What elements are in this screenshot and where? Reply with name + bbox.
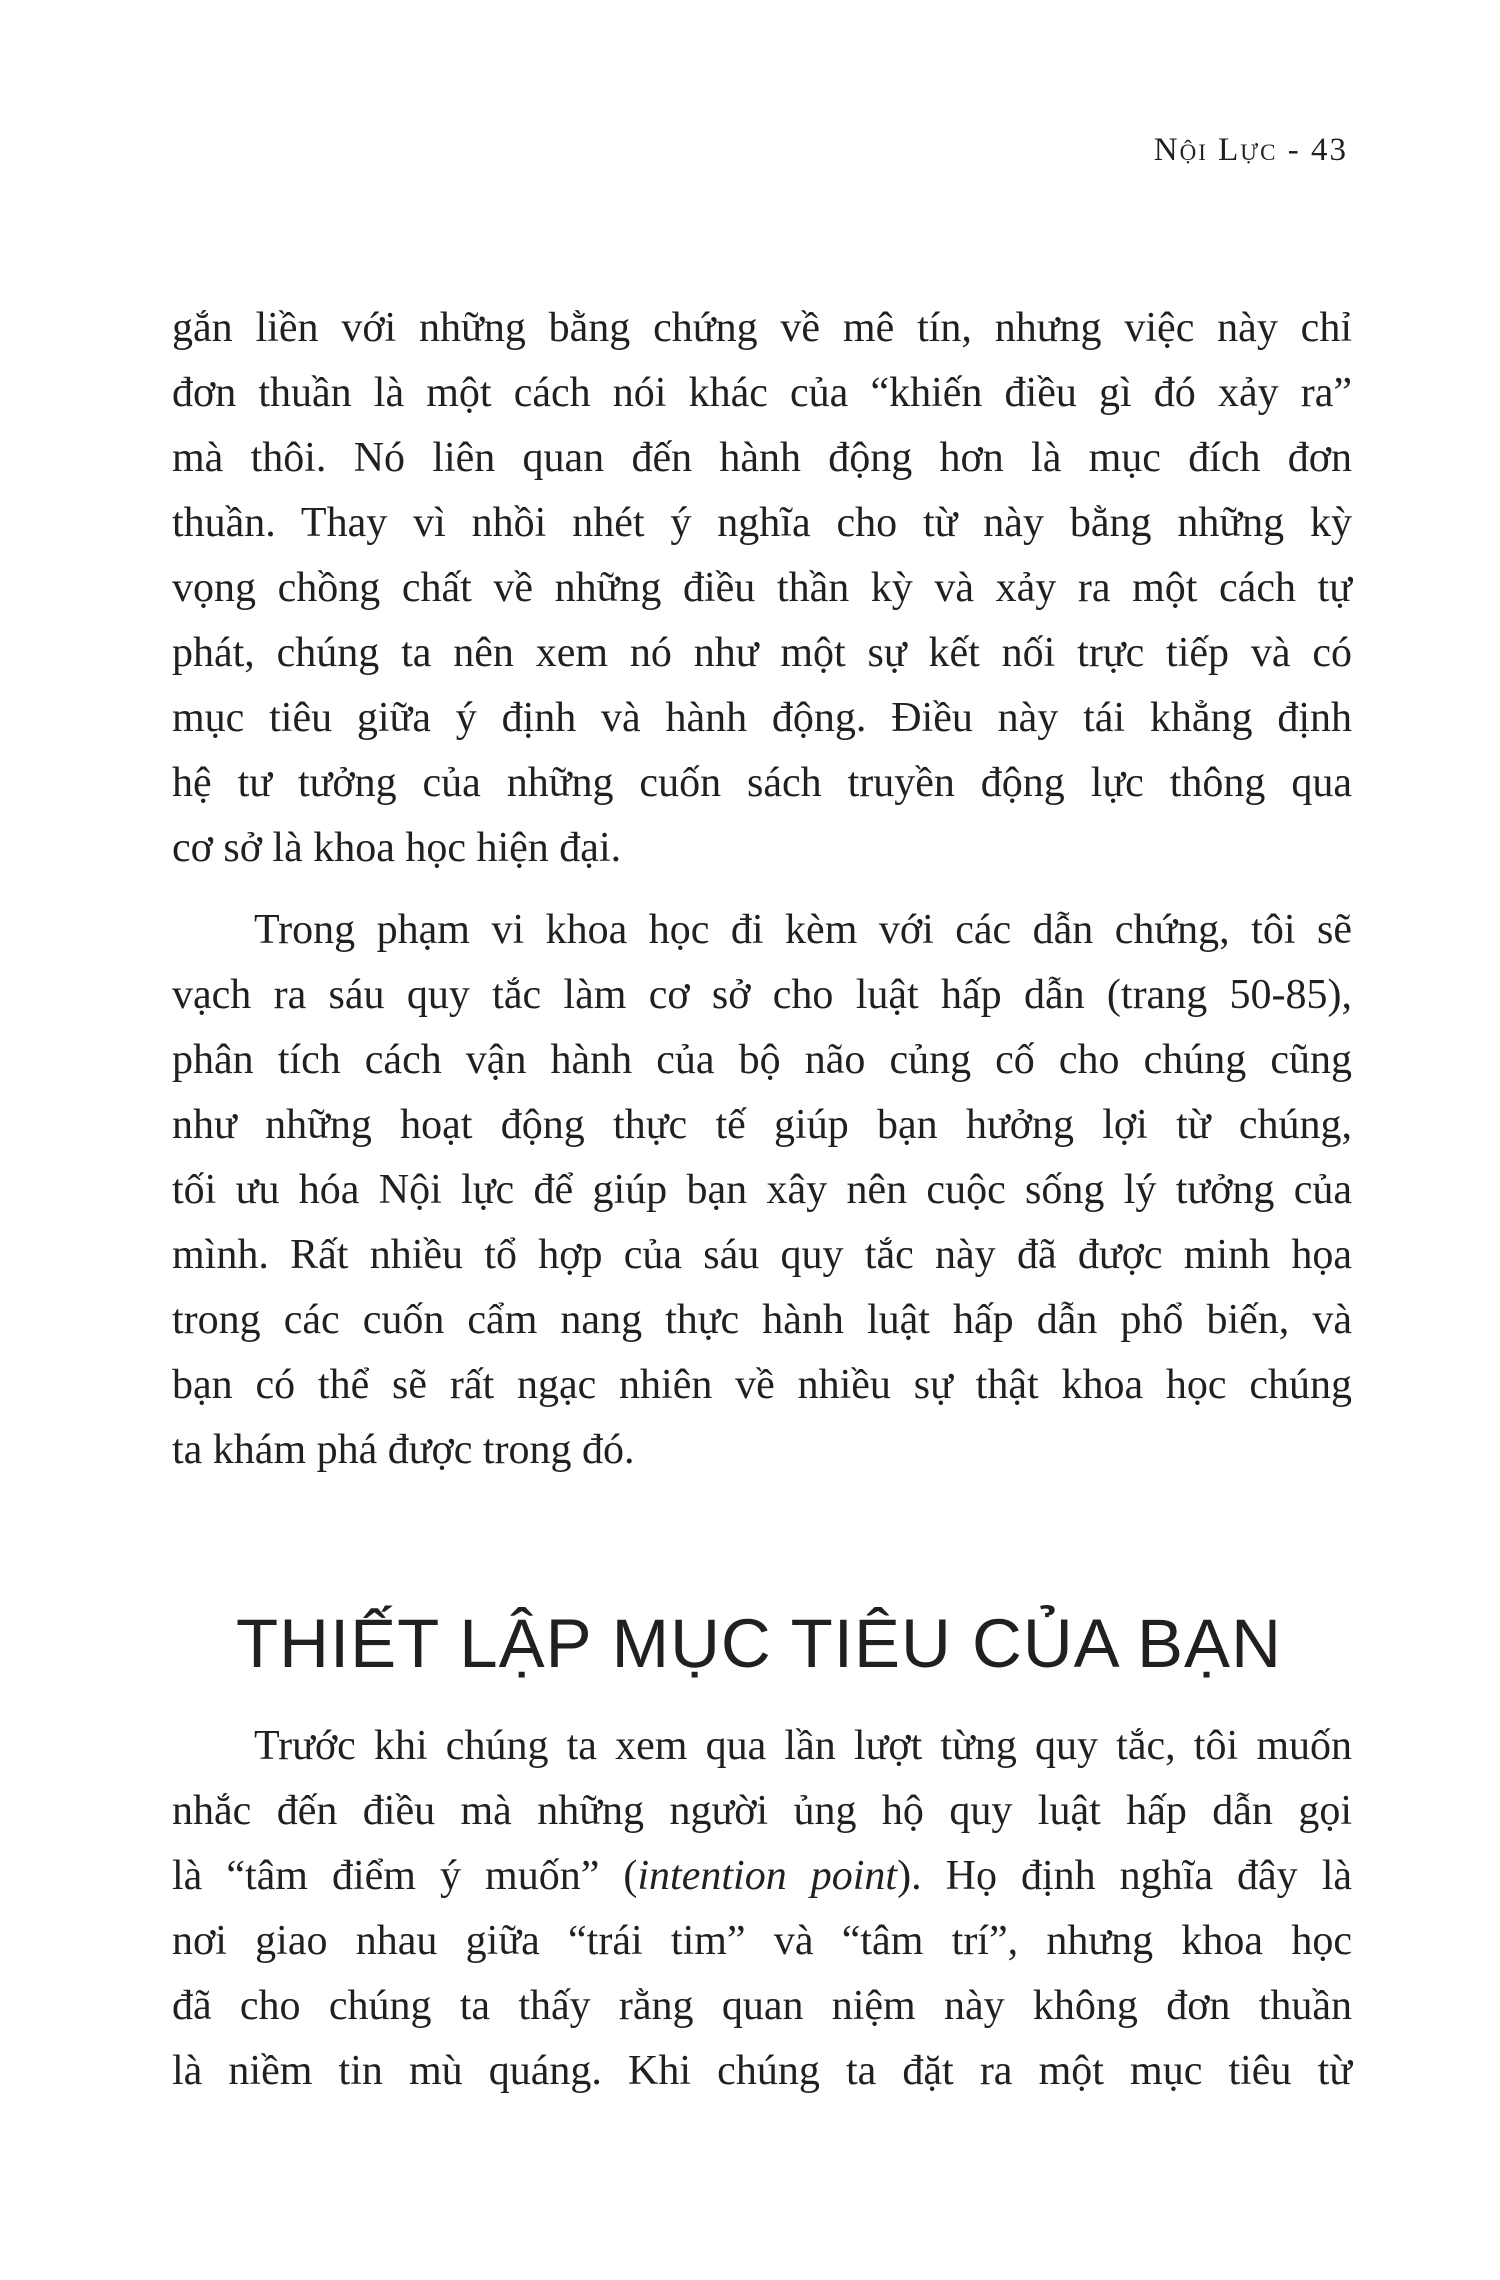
paragraph-2 <box>172 898 1352 1483</box>
paragraph-line: thuần. Thay vì nhồi nhét ý nghĩa cho từ này bằng những kỳ <box>172 500 1352 546</box>
paragraph-line: Trước khi chúng ta xem qua lần lượt từng quy tắc, tôi muốn <box>254 1723 1352 1769</box>
running-header-title: Nội Lực <box>1153 132 1278 168</box>
paragraph-line: trong các cuốn cẩm nang thực hành luật hấp dẫn phổ biến, và <box>172 1297 1352 1343</box>
paragraph-line: mình. Rất nhiều tổ hợp của sáu quy tắc này đã được minh họa <box>172 1232 1352 1278</box>
running-header <box>1154 132 1348 169</box>
paragraph-line: là niềm tin mù quáng. Khi chúng ta đặt ra một mục tiêu từ <box>172 2048 1352 2094</box>
section-paragraph <box>172 1714 1352 2104</box>
paragraph-line: phân tích cách vận hành của bộ não củng cố cho chúng cũng <box>172 1037 1352 1083</box>
paragraph-line: Trong phạm vi khoa học đi kèm với các dẫn chứng, tôi sẽ <box>254 907 1352 953</box>
page-number: 43 <box>1311 132 1348 168</box>
paragraph-line <box>172 1844 1352 1909</box>
paragraph-line: nơi giao nhau giữa “trái tim” và “tâm trí”, nhưng khoa học <box>172 1918 1352 1964</box>
paragraph-line: phát, chúng ta nên xem nó như một sự kết nối trực tiếp và có <box>172 630 1352 676</box>
paragraph-line: như những hoạt động thực tế giúp bạn hưởng lợi từ chúng, <box>172 1102 1352 1148</box>
paragraph-line: hệ tư tưởng của những cuốn sách truyền động lực thông qua <box>172 760 1352 806</box>
paragraph-1 <box>172 296 1352 881</box>
section-heading: THIẾT LẬP MỤC TIÊU CỦA BẠN <box>236 1605 1282 1682</box>
paragraph-line: mục tiêu giữa ý định và hành động. Điều này tái khẳng định <box>172 695 1352 741</box>
paragraph-line: ta khám phá được trong đó. <box>172 1427 635 1473</box>
paragraph-line: mà thôi. Nó liên quan đến hành động hơn là mục đích đơn <box>172 435 1352 481</box>
paragraph-line: cơ sở là khoa học hiện đại. <box>172 825 622 871</box>
paragraph-line: tối ưu hóa Nội lực để giúp bạn xây nên cuộc sống lý tưởng của <box>172 1167 1352 1213</box>
paragraph-line: bạn có thể sẽ rất ngạc nhiên về nhiều sự thật khoa học chúng <box>172 1362 1352 1408</box>
italic-term: intention point <box>637 1853 898 1899</box>
paragraph-line: vọng chồng chất về những điều thần kỳ và xảy ra một cách tự <box>172 565 1352 611</box>
paragraph-line: vạch ra sáu quy tắc làm cơ sở cho luật hấp dẫn (trang 50-85), <box>172 972 1352 1018</box>
paragraph-text-segment: là “tâm điểm ý muốn” ( <box>172 1853 638 1899</box>
paragraph-text-segment: ). Họ định nghĩa đây là <box>897 1853 1353 1899</box>
paragraph-line: đã cho chúng ta thấy rằng quan niệm này không đơn thuần <box>172 1983 1352 2029</box>
running-header-separator: - <box>1287 132 1301 168</box>
paragraph-line: gắn liền với những bằng chứng về mê tín, nhưng việc này chỉ <box>172 305 1352 351</box>
paragraph-line: đơn thuần là một cách nói khác của “khiến điều gì đó xảy ra” <box>172 370 1352 416</box>
paragraph-line: nhắc đến điều mà những người ủng hộ quy luật hấp dẫn gọi <box>172 1788 1352 1834</box>
